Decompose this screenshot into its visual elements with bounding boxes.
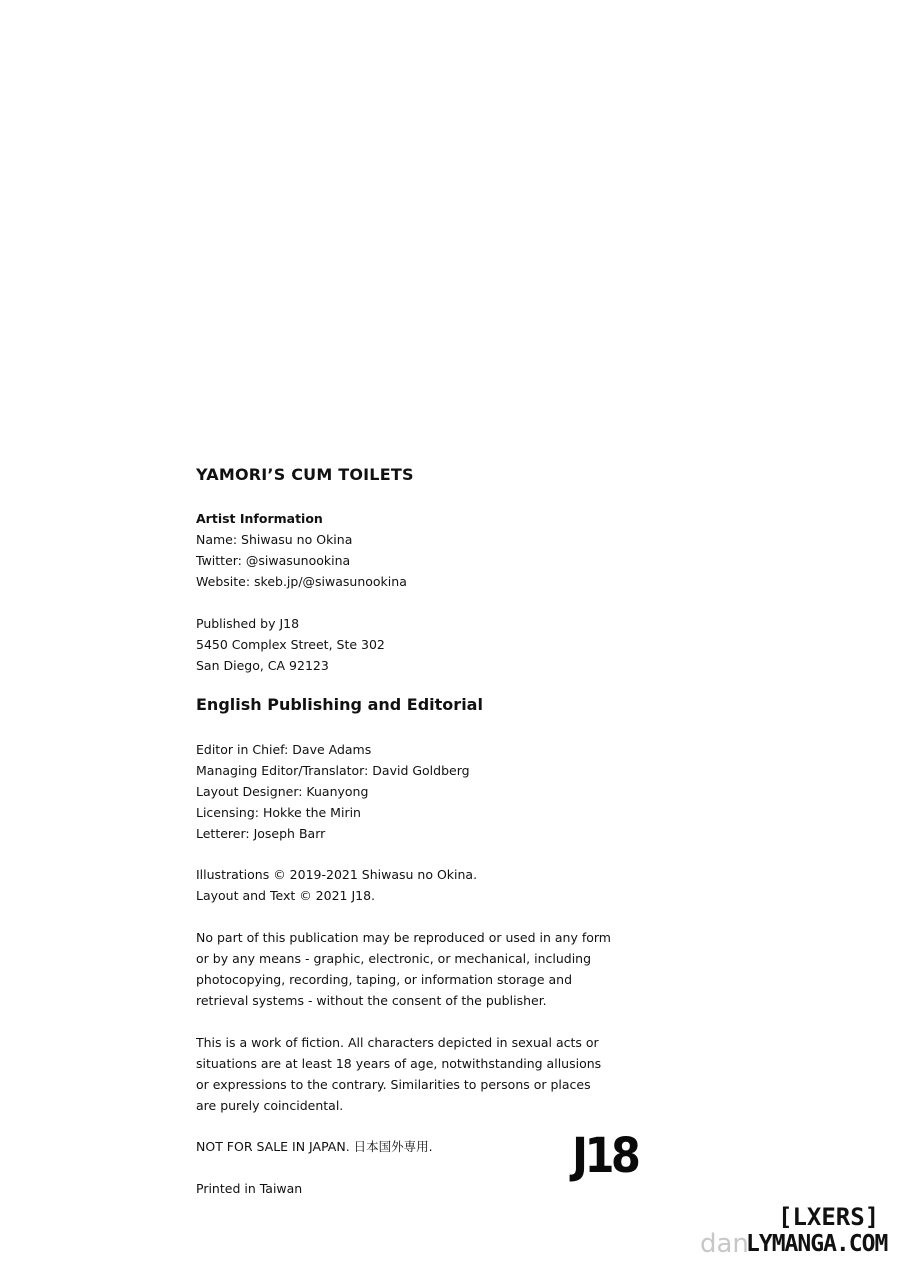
book-title: YAMORI’S CUM TOILETS [196,465,414,484]
copyright-line: Layout and Text © 2021 J18. [196,888,376,903]
printed-line: Printed in Taiwan [196,1181,303,1196]
editorial-heading: English Publishing and Editorial [196,695,483,714]
rights-line: photocopying, recording, taping, or information storage and [196,972,573,987]
artist-name: Name: Shiwasu no Okina [196,532,353,547]
badge-top-text: [LXERS] [778,1203,880,1231]
fiction-notice [196,1032,601,1116]
printed-notice [196,1178,302,1199]
publisher-info [196,613,385,676]
artist-info [196,508,407,592]
credit-line: Editor in Chief: Dave Adams [196,742,372,757]
artist-heading: Artist Information [196,511,323,526]
rights-line: or by any means - graphic, electronic, or mechanical, including [196,951,592,966]
rights-notice [196,927,611,1011]
fiction-line: situations are at least 18 years of age, notwithstanding allusions [196,1056,602,1071]
not-for-sale-notice [196,1136,433,1157]
scanlation-badge [696,1203,892,1265]
credit-line: Managing Editor/Translator: David Goldberg [196,763,470,778]
rights-line: No part of this publication may be reproduced or used in any form [196,930,611,945]
published-by: Published by J18 [196,616,300,631]
publisher-address-2: San Diego, CA 92123 [196,658,329,673]
editorial-credits [196,739,470,844]
badge-bottom-text: LYMANGA.COM [746,1231,888,1257]
artist-twitter: Twitter: @siwasunookina [196,553,351,568]
rights-line: retrieval systems - without the consent of the publisher. [196,993,547,1008]
credit-line: Letterer: Joseph Barr [196,826,326,841]
copyright-notice [196,864,477,906]
not-for-sale-line: NOT FOR SALE IN JAPAN. 日本国外専用. [196,1139,433,1154]
fiction-line: This is a work of fiction. All characters depicted in sexual acts or [196,1035,599,1050]
fiction-line: are purely coincidental. [196,1098,344,1113]
publisher-address-1: 5450 Complex Street, Ste 302 [196,637,385,652]
badge-overlay-text: dan [700,1229,749,1259]
artist-website: Website: skeb.jp/@siwasunookina [196,574,407,589]
j18-logo: J18 [572,1128,638,1184]
credit-line: Licensing: Hokke the Mirin [196,805,361,820]
copyright-line: Illustrations © 2019-2021 Shiwasu no Okina. [196,867,478,882]
credit-line: Layout Designer: Kuanyong [196,784,369,799]
fiction-line: or expressions to the contrary. Similarities to persons or places [196,1077,591,1092]
